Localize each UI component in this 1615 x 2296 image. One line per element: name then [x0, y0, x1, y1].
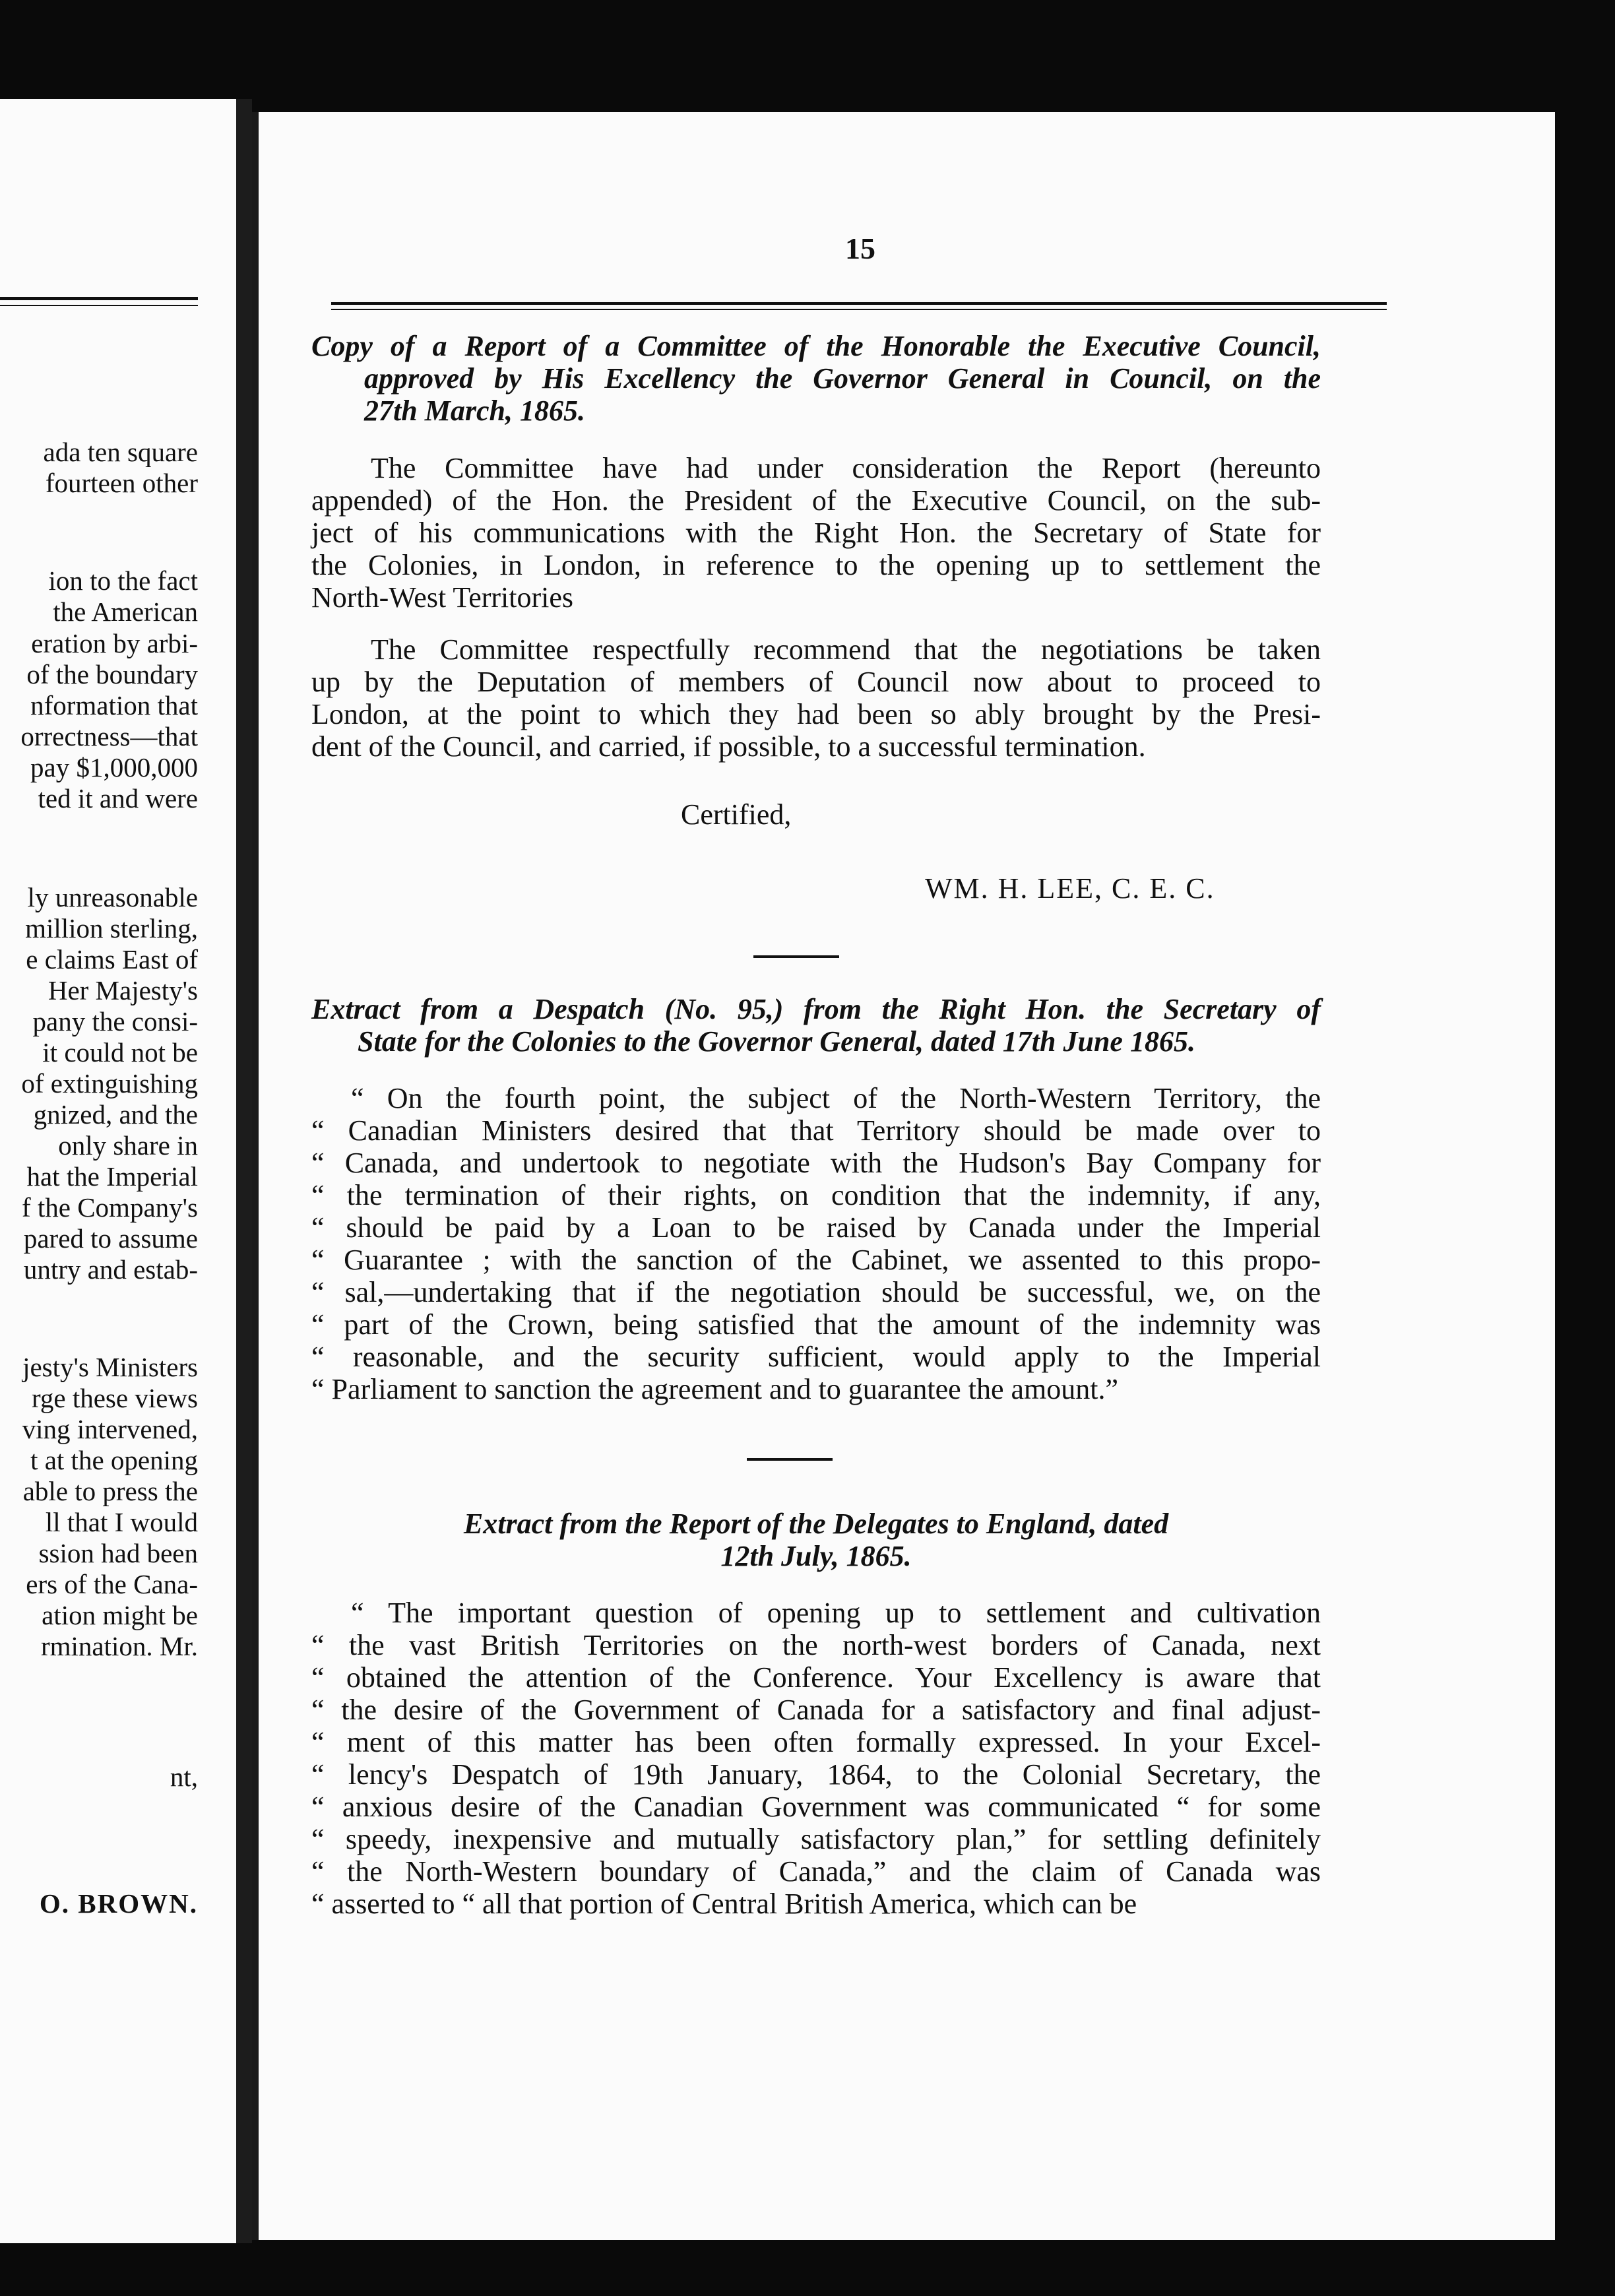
left-page-line: eration by arbi-	[31, 628, 198, 658]
signature: WM. H. LEE, C. E. C.	[925, 872, 1215, 905]
quote-line: “ reasonable, and the security sufficient, would apply to the Imperial	[311, 1341, 1321, 1373]
left-page-line: only share in	[58, 1130, 198, 1161]
quote-line: “ the desire of the Government of Canada for a satisfactory and final adjust-	[311, 1694, 1321, 1726]
paragraph-line: London, at the point to which they had been so ably brought by the Presi-	[311, 698, 1321, 730]
book-gutter	[236, 99, 252, 2243]
quote-line: “ On the fourth point, the subject of the North-Western Territory, the	[351, 1082, 1321, 1114]
quote-line: “ speedy, inexpensive and mutually satisfactory plan,” for settling definitely	[311, 1823, 1321, 1855]
left-header-rule	[0, 297, 198, 300]
quote-line: “ lency's Despatch of 19th January, 1864, to the Colonial Secretary, the	[311, 1758, 1321, 1791]
quote-line: “ obtained the attention of the Conference. Your Excellency is aware that	[311, 1661, 1321, 1694]
left-page-line: ll that I would	[45, 1507, 198, 1537]
report-heading	[311, 330, 1321, 427]
despatch-heading-line: Extract from a Despatch (No. 95,) from the Right Hon. the Secretary of	[311, 993, 1321, 1025]
paragraph-line: the Colonies, in London, in reference to the opening up to settlement the	[311, 549, 1321, 581]
quote-line: “ Canada, and undertook to negotiate with the Hudson's Bay Company for	[311, 1147, 1321, 1179]
paragraph-line: appended) of the Hon. the President of the Executive Council, on the sub-	[311, 484, 1321, 517]
left-page-line: orrectness—that	[20, 721, 198, 751]
paragraph-line: dent of the Council, and carried, if possible, to a successful termination.	[311, 730, 1146, 763]
despatch-heading	[311, 993, 1321, 1058]
left-page-line: rmination. Mr.	[40, 1631, 198, 1661]
left-page-line: O. BROWN.	[39, 1888, 198, 1919]
paragraph-line: up by the Deputation of members of Council now about to proceed to	[311, 666, 1321, 698]
paragraph-line: The Committee respectfully recommend that the negotiations be taken	[371, 633, 1321, 666]
section-divider	[747, 1458, 833, 1461]
left-page-line: ion to the fact	[48, 565, 198, 596]
left-page-line: able to press the	[22, 1476, 198, 1506]
paragraph-line: North-West Territories	[311, 581, 574, 614]
left-page-line: ving intervened,	[22, 1414, 198, 1444]
report-paragraph-1	[311, 452, 1321, 614]
despatch-heading-line: State for the Colonies to the Governor General, dated 17th June 1865.	[358, 1025, 1195, 1058]
page-number: 15	[845, 232, 875, 265]
paragraph-line: The Committee have had under consideration the Report (hereunto	[371, 452, 1321, 484]
left-page-line: ada ten square	[43, 437, 198, 467]
left-page-line: rge these views	[31, 1383, 198, 1413]
left-page-line: hat the Imperial	[26, 1161, 198, 1192]
left-page-line: jesty's Ministers	[22, 1352, 198, 1382]
report-heading-line: approved by His Excellency the Governor General in Council, on the	[364, 362, 1321, 395]
quote-line: “ asserted to “ all that portion of Central British America, which can be	[311, 1888, 1137, 1920]
report-heading-line: 27th March, 1865.	[364, 395, 585, 427]
left-page-line: ssion had been	[38, 1538, 198, 1568]
left-page-line: ted it and were	[38, 783, 198, 813]
left-page-line: untry and estab-	[23, 1254, 198, 1285]
left-page-line: ation might be	[42, 1600, 198, 1630]
left-page-line: t at the opening	[30, 1445, 198, 1475]
left-page-line: of the boundary	[26, 659, 198, 689]
left-page-line: the American	[53, 596, 198, 627]
quote-line: “ Parliament to sanction the agreement and to guarantee the amount.”	[311, 1373, 1118, 1405]
delegates-heading	[311, 1508, 1321, 1572]
header-rule	[331, 302, 1387, 305]
left-header-rule-thin	[0, 305, 198, 306]
delegates-heading-line: 12th July, 1865.	[720, 1540, 912, 1572]
left-page-fragment	[0, 99, 236, 2243]
despatch-quote	[311, 1082, 1321, 1405]
right-page	[252, 112, 1555, 2240]
left-page-line: gnized, and the	[33, 1099, 198, 1130]
report-heading-line: Copy of a Report of a Committee of the Honorable the Executive Council,	[311, 330, 1321, 362]
left-page-line: million sterling,	[25, 913, 198, 943]
quote-line: “ Canadian Ministers desired that that Territory should be made over to	[311, 1114, 1321, 1147]
quote-line: “ anxious desire of the Canadian Government was communicated “ for some	[311, 1791, 1321, 1823]
left-page-line: pay $1,000,000	[30, 752, 198, 782]
left-page-line: fourteen other	[45, 468, 198, 498]
section-divider	[753, 955, 839, 958]
delegates-quote	[311, 1597, 1321, 1920]
quote-line: “ the North-Western boundary of Canada,” and the claim of Canada was	[311, 1855, 1321, 1888]
quote-line: “ the vast British Territories on the north-west borders of Canada, next	[311, 1629, 1321, 1661]
quote-line: “ sal,—undertaking that if the negotiation should be successful, we, on the	[311, 1276, 1321, 1308]
left-page-line: f the Company's	[21, 1192, 198, 1223]
report-paragraph-2	[311, 633, 1321, 763]
quote-line: “ Guarantee ; with the sanction of the Cabinet, we assented to this propo-	[311, 1244, 1321, 1276]
quote-line: “ the termination of their rights, on condition that the indemnity, if any,	[311, 1179, 1321, 1211]
quote-line: “ part of the Crown, being satisfied that the amount of the indemnity was	[311, 1308, 1321, 1341]
left-page-line: it could not be	[42, 1037, 198, 1068]
quote-line: “ ment of this matter has been often formally expressed. In your Excel-	[311, 1726, 1321, 1758]
left-page-line: Her Majesty's	[48, 975, 198, 1005]
left-page-line: pany the consi-	[32, 1006, 198, 1036]
left-page-line: pared to assume	[23, 1223, 198, 1254]
header-rule-thin	[331, 309, 1387, 310]
paragraph-line: ject of his communications with the Right Hon. the Secretary of State for	[311, 517, 1321, 549]
left-page-line: nt,	[170, 1762, 198, 1792]
left-page-line: ly unreasonable	[27, 882, 198, 912]
left-page-line: of extinguishing	[21, 1068, 198, 1099]
delegates-heading-line: Extract from the Report of the Delegates to England, dated	[463, 1508, 1169, 1540]
left-page-line: nformation that	[30, 690, 198, 720]
certified-text: Certified,	[681, 798, 792, 831]
left-page-line: ers of the Cana-	[26, 1569, 198, 1599]
left-page-line: e claims East of	[26, 944, 198, 974]
quote-line: “ should be paid by a Loan to be raised by Canada under the Imperial	[311, 1211, 1321, 1244]
quote-line: “ The important question of opening up to settlement and cultivation	[351, 1597, 1321, 1629]
